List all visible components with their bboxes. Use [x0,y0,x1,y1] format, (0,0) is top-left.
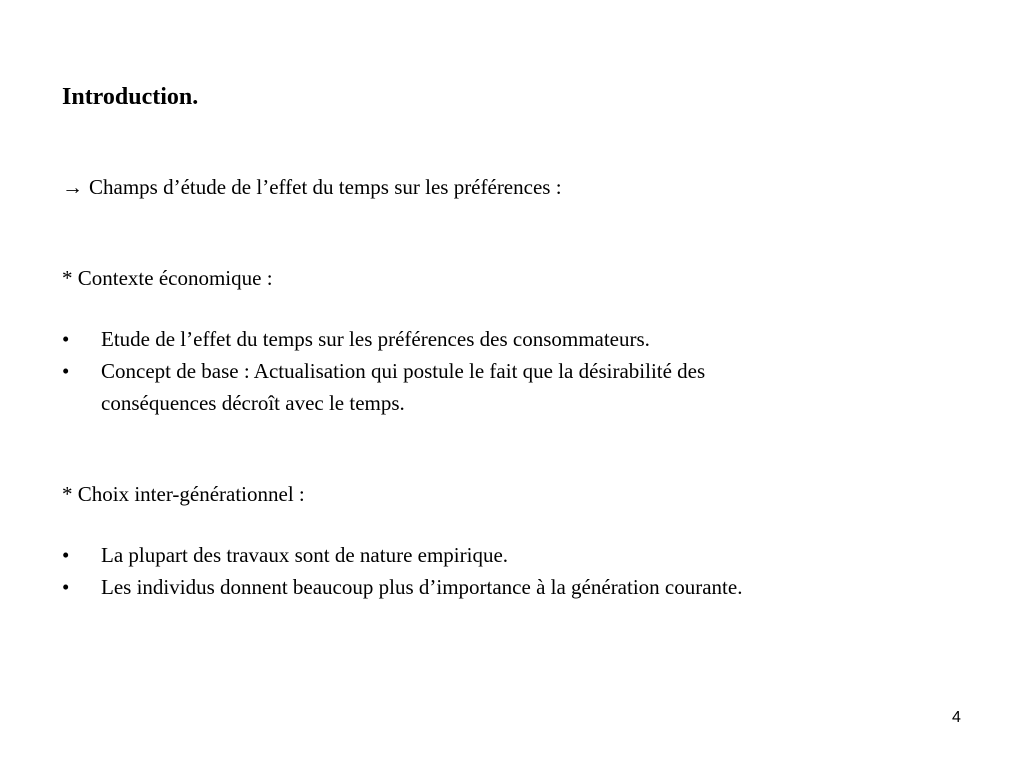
intro-line [62,171,562,203]
intro-text: Champs d’étude de l’effet du temps sur les préférences : [89,175,562,199]
bullet-icon: • [62,359,70,383]
bullet-list-intergenerational-choice [62,539,742,603]
list-item [62,355,705,419]
bullet-icon: • [62,575,70,599]
page-number: 4 [952,709,961,726]
bullet-text: Concept de base : Actualisation qui postule le fait que la désirabilité des [101,359,706,383]
bullet-text: La plupart des travaux sont de nature empirique. [101,543,509,567]
bullet-list-economic-context [62,323,705,419]
bullet-text: Les individus donnent beaucoup plus d’importance à la génération courante. [101,575,743,599]
list-item [62,539,742,571]
section-heading-intergenerational-choice: * Choix inter-générationnel : [62,482,305,506]
list-item [62,323,705,355]
bullet-icon: • [62,543,70,567]
bullet-text-continued: conséquences décroît avec le temps. [101,391,405,415]
section-heading-economic-context: * Contexte économique : [62,266,273,290]
right-arrow-icon: → [62,175,83,199]
slide-title: Introduction. [62,84,199,110]
bullet-icon: • [62,327,70,351]
bullet-text: Etude de l’effet du temps sur les préférences des consommateurs. [101,327,650,351]
list-item [62,571,742,603]
